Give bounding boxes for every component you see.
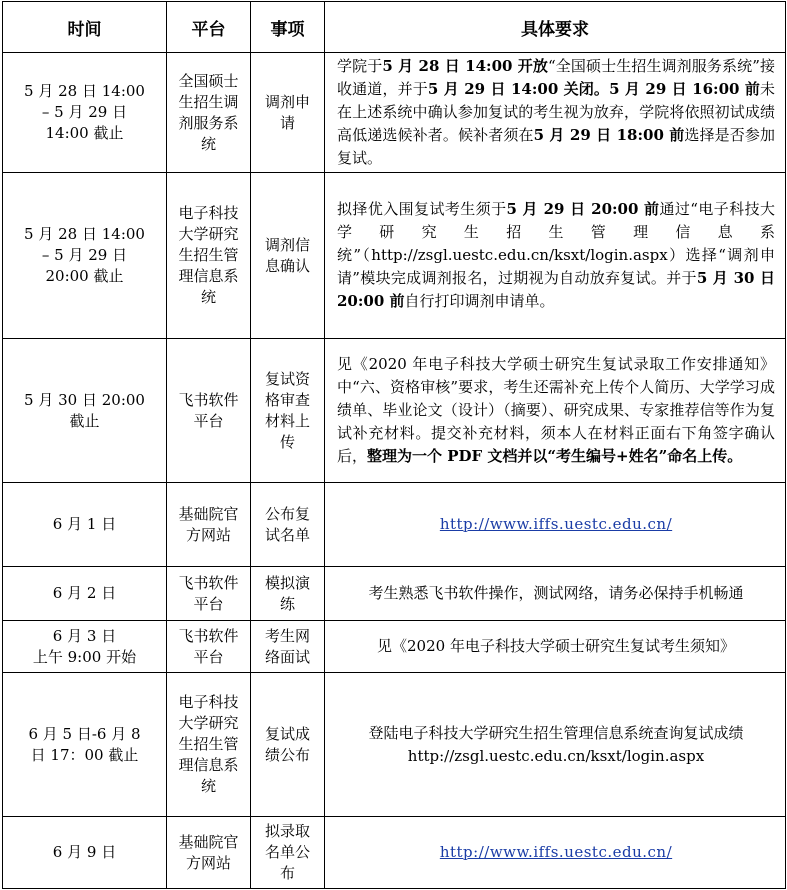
time-cell: 6 月 2 日	[3, 567, 167, 621]
item-cell: 考生网络面试	[251, 621, 325, 673]
item-cell: 复试成绩公布	[251, 673, 325, 817]
requirement-cell	[325, 817, 786, 889]
item-cell: 复试资格审查材料上传	[251, 339, 325, 483]
requirement-cell: 拟择优入围复试考生须于5 月 29 日 20:00 前通过“电子科技大学研究生招生管理信息系统”（http://zsgl.uestc.edu.cn/ksxt/login.aspx）选择“调剂申请”模块完成调剂报名，过期视为自动放弃复试。并于5 月 30 日 20:00 前自行打印调剂申请单。	[325, 173, 786, 339]
table-row	[3, 673, 786, 817]
time-cell: 6 月 5 日-6 月 8 日 17：00 截止	[3, 673, 167, 817]
time-cell: 6 月 1 日	[3, 483, 167, 567]
platform-cell: 飞书软件平台	[167, 567, 251, 621]
platform-cell: 基础院官方网站	[167, 817, 251, 889]
item-cell: 拟录取名单公布	[251, 817, 325, 889]
requirement-cell	[325, 483, 786, 567]
requirement-cell: 登陆电子科技大学研究生招生管理信息系统查询复试成绩 http://zsgl.uestc.edu.cn/ksxt/login.aspx	[325, 673, 786, 817]
header-item: 事项	[251, 2, 325, 53]
requirement-cell: 见《2020 年电子科技大学硕士研究生复试考生须知》	[325, 621, 786, 673]
item-cell: 公布复试名单	[251, 483, 325, 567]
header-row	[3, 2, 786, 53]
header-time: 时间	[3, 2, 167, 53]
platform-cell: 飞书软件平台	[167, 339, 251, 483]
platform-cell: 电子科技大学研究生招生管理信息系统	[167, 673, 251, 817]
time-cell: 5 月 30 日 20:00 截止	[3, 339, 167, 483]
schedule-table	[2, 1, 786, 889]
requirement-cell: 见《2020 年电子科技大学硕士研究生复试录取工作安排通知》中“六、资格审核”要求，考生还需补充上传个人简历、大学学习成绩单、毕业论文（设计）（摘要）、研究成果、专家推荐信等作为复试补充材料。提交补充材料，须本人在材料正面右下角签字确认后，整理为一个 PDF 文档并以“考生编号+姓名”命名上传。	[325, 339, 786, 483]
requirement-cell: 学院于5 月 28 日 14:00 开放“全国硕士生招生调剂服务系统”接收通道，并于5 月 29 日 14:00 关闭。5 月 29 日 16:00 前未在上述系统中确认参加复试的考生视为放弃，学院将依照初试成绩高低递选候补者。候补者须在5 月 29 日 18:00 前选择是否参加复试。	[325, 53, 786, 173]
table-row	[3, 339, 786, 483]
platform-cell: 电子科技大学研究生招生管理信息系统	[167, 173, 251, 339]
table-row	[3, 621, 786, 673]
iffs-website-link[interactable]: http://www.iffs.uestc.edu.cn/	[439, 843, 673, 861]
platform-cell: 飞书软件平台	[167, 621, 251, 673]
item-cell: 调剂信息确认	[251, 173, 325, 339]
header-requirements: 具体要求	[325, 2, 786, 53]
table-row	[3, 483, 786, 567]
table-row	[3, 567, 786, 621]
time-cell: 6 月 9 日	[3, 817, 167, 889]
table-row	[3, 817, 786, 889]
time-cell: 5 月 28 日 14:00 – 5 月 29 日 14:00 截止	[3, 53, 167, 173]
requirement-cell: 考生熟悉飞书软件操作，测试网络，请务必保持手机畅通	[325, 567, 786, 621]
time-cell: 6 月 3 日 上午 9:00 开始	[3, 621, 167, 673]
table-row	[3, 53, 786, 173]
platform-cell: 全国硕士生招生调剂服务系统	[167, 53, 251, 173]
header-platform: 平台	[167, 2, 251, 53]
item-cell: 模拟演练	[251, 567, 325, 621]
table-row	[3, 173, 786, 339]
time-cell: 5 月 28 日 14:00 – 5 月 29 日 20:00 截止	[3, 173, 167, 339]
item-cell: 调剂申请	[251, 53, 325, 173]
iffs-website-link[interactable]: http://www.iffs.uestc.edu.cn/	[439, 515, 673, 533]
platform-cell: 基础院官方网站	[167, 483, 251, 567]
